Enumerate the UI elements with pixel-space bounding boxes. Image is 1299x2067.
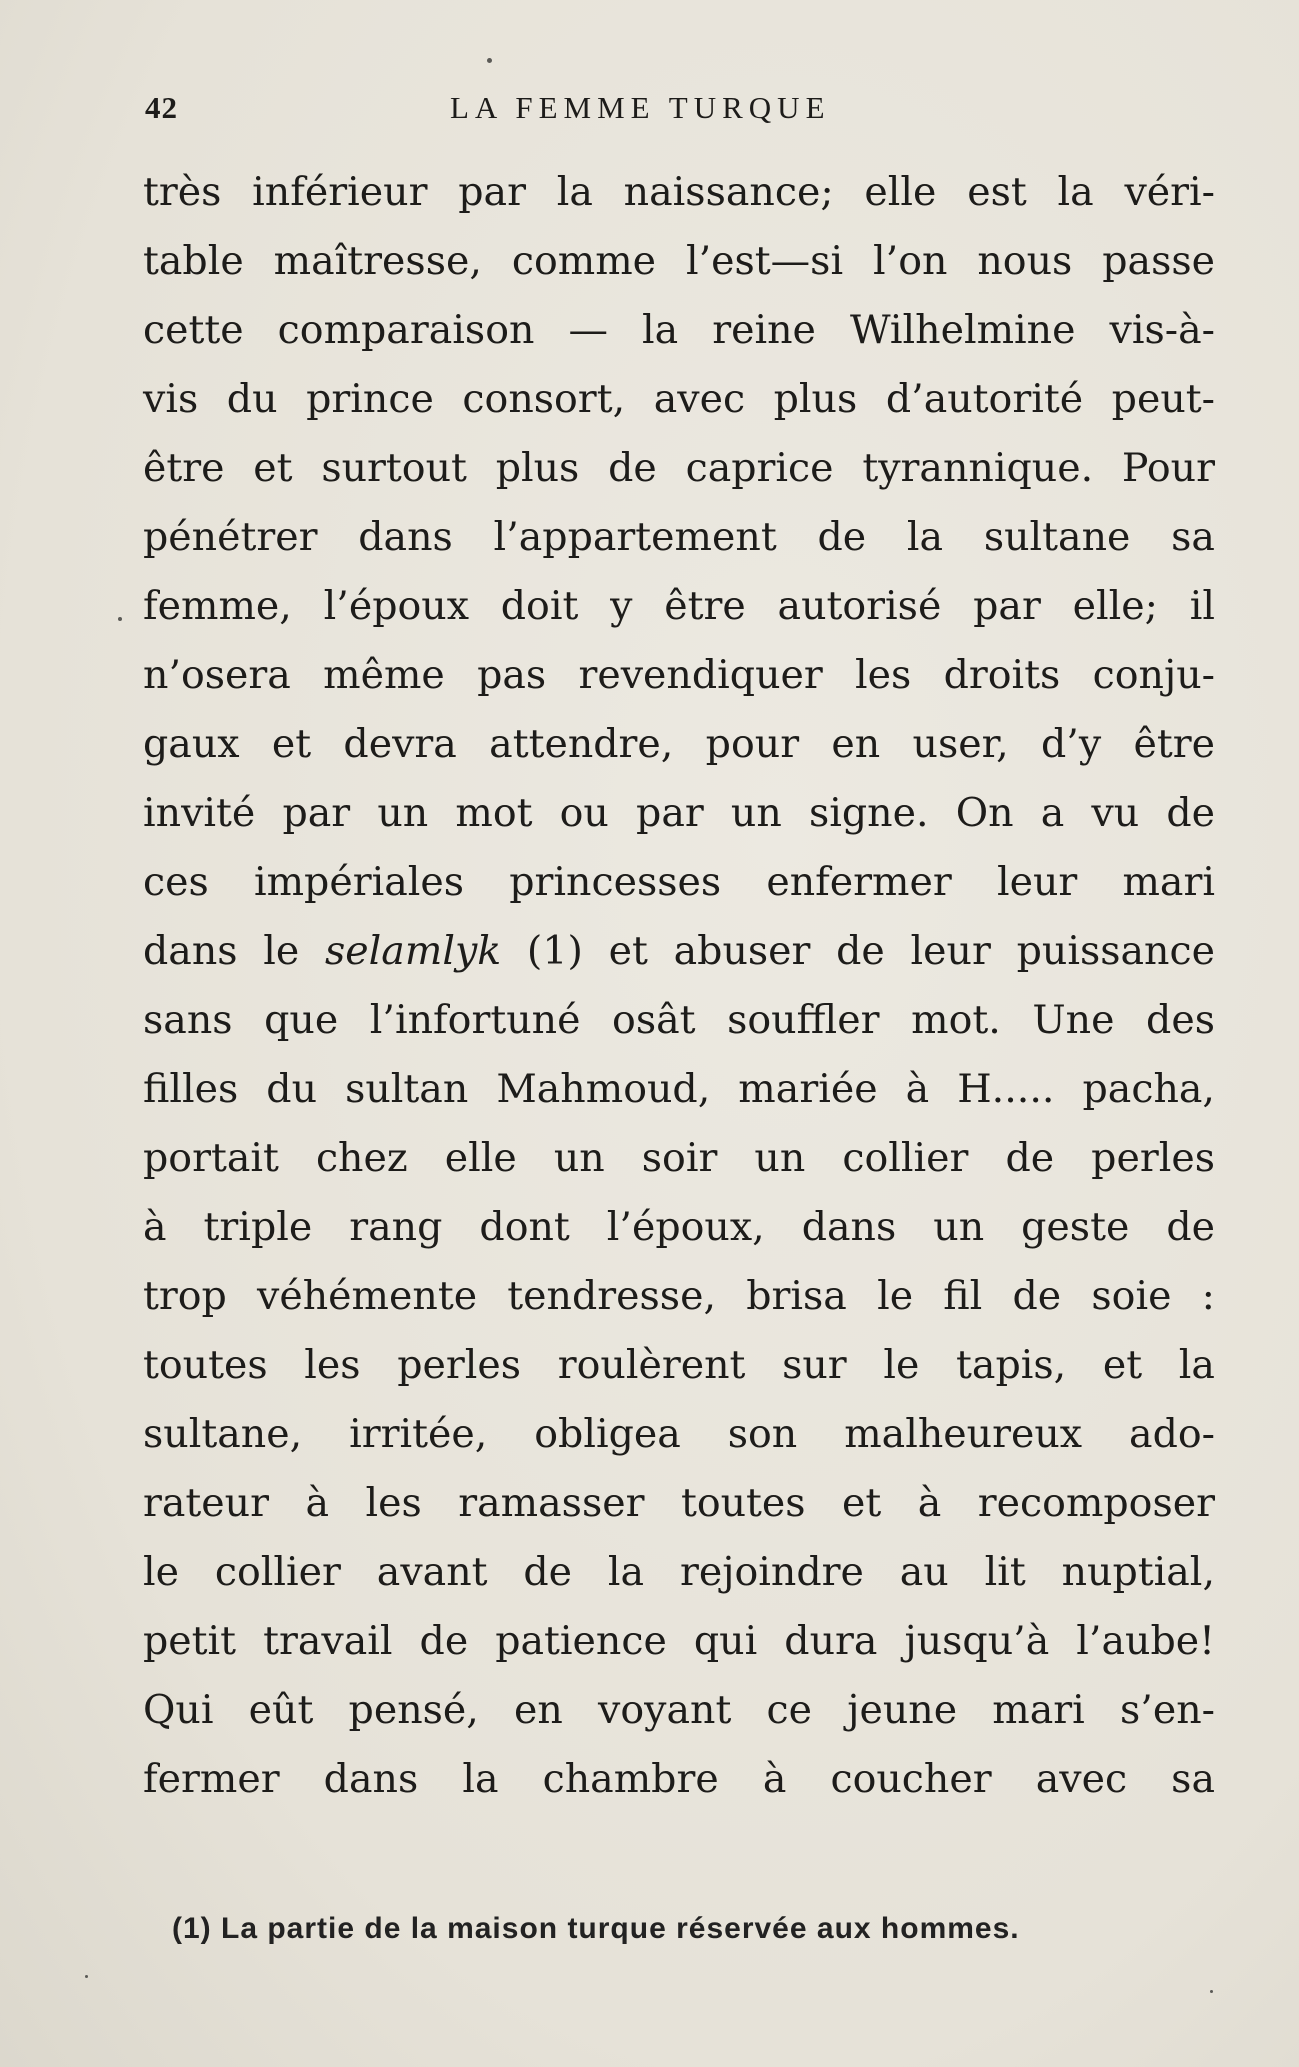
text-line: filles du sultan Mahmoud, mariée à H..... pacha, xyxy=(143,1066,1215,1112)
text-line: n’osera même pas revendiquer les droits conju- xyxy=(143,652,1215,698)
paper-speck xyxy=(118,617,122,621)
paper-speck xyxy=(85,1975,88,1978)
text-line: sans que l’infortuné osât souffler mot. Une des xyxy=(143,997,1215,1043)
text-line: très inférieur par la naissance; elle est la véri- xyxy=(143,169,1215,215)
text-line: Qui eût pensé, en voyant ce jeune mari s’en- xyxy=(143,1687,1215,1733)
text-line: pénétrer dans l’appartement de la sultane sa xyxy=(143,514,1215,560)
text-line: invité par un mot ou par un signe. On a vu de xyxy=(143,790,1215,836)
text-line: rateur à les ramasser toutes et à recomposer xyxy=(143,1480,1215,1526)
text-line: gaux et devra attendre, pour en user, d’y être xyxy=(143,721,1215,767)
text-line: portait chez elle un soir un collier de perles xyxy=(143,1135,1215,1181)
text-line: table maîtresse, comme l’est—si l’on nous passe xyxy=(143,238,1215,284)
body-text xyxy=(143,158,1215,1814)
text-line: ces impériales princesses enfermer leur mari xyxy=(143,859,1215,905)
text-line: vis du prince consort, avec plus d’autorité peut- xyxy=(143,376,1215,422)
paper-speck xyxy=(1210,1990,1213,1993)
paper-speck xyxy=(487,58,492,63)
text-line: cette comparaison — la reine Wilhelmine vis-à- xyxy=(143,307,1215,353)
text-line: le collier avant de la rejoindre au lit nuptial, xyxy=(143,1549,1215,1595)
text-line: à triple rang dont l’époux, dans un geste de xyxy=(143,1204,1215,1250)
text-line: trop véhémente tendresse, brisa le fil de soie : xyxy=(143,1273,1215,1319)
page-header xyxy=(145,90,1215,140)
text-line: fermer dans la chambre à coucher avec sa xyxy=(143,1756,1215,1802)
page-number: 42 xyxy=(145,90,178,125)
text-line: femme, l’époux doit y être autorisé par elle; il xyxy=(143,583,1215,629)
text-line: toutes les perles roulèrent sur le tapis, et la xyxy=(143,1342,1215,1388)
text-line: petit travail de patience qui dura jusqu’à l’aube! xyxy=(143,1618,1215,1664)
footnote: (1) La partie de la maison turque réservée aux hommes. xyxy=(172,1912,1020,1945)
text-line: dans le selamlyk (1) et abuser de leur puissance xyxy=(143,928,1215,974)
text-line: sultane, irritée, obligea son malheureux ado- xyxy=(143,1411,1215,1457)
text-line: être et surtout plus de caprice tyrannique. Pour xyxy=(143,445,1215,491)
running-title: LA FEMME TURQUE xyxy=(450,90,831,125)
